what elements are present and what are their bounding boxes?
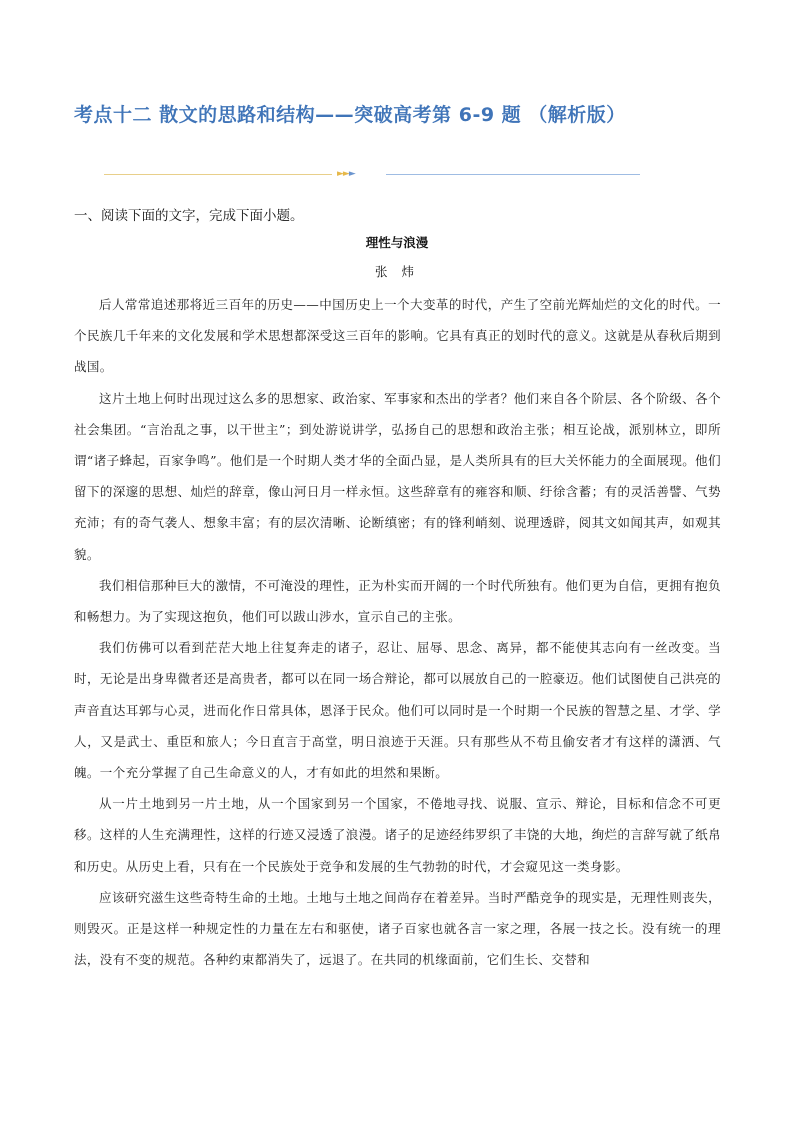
- article-title: 理性与浪漫: [365, 235, 429, 250]
- article-paragraph: 从一片土地到另一片土地，从一个国家到另一个国家，不倦地寻找、说服、宣示、辩论，目标和信念不可更移。这样的人生充满理性，这样的行迹又浸透了浪漫。诸子的足迹经纬罗织了丰饶的大地，绚烂的言辞写就了纸帛和历史。从历史上看，只有在一个民族处于竞争和发展的生气勃勃的时代，才会窥见这一类身影。: [74, 796, 721, 874]
- article-author: 张 炜: [375, 264, 419, 279]
- arrow-icon: ►: [348, 169, 355, 179]
- question-prompt: 一、阅读下面的文字，完成下面小题。: [74, 208, 304, 224]
- title-divider: [104, 167, 640, 181]
- divider-arrows-icon: [337, 167, 355, 181]
- divider-line-left: [104, 174, 332, 175]
- article-paragraph: 我们仿佛可以看到茫茫大地上往复奔走的诸子，忍让、屈辱、思念、离异，都不能使其志向有一丝改变。当时，无论是出身卑微者还是高贵者，都可以在同一场合辩论，都可以展放自己的一腔豪迈。他们试图使自己洪亮的声音直达耳郭与心灵，进而化作日常具体，恩泽于民众。他们可以同时是一个时期一个民族的智慧之星、才学、学人，又是武士、重臣和旅人；今日直言于高堂，明日浪迹于天涯。只有那些从不苟且偷安者才有这样的潇洒、气魄。一个充分掌握了自己生命意义的人，才有如此的坦然和果断。: [74, 640, 721, 781]
- article-paragraph: 我们相信那种巨大的激情，不可淹没的理性，正为朴实而开阔的一个时代所独有。他们更为自信，更拥有抱负和畅想力。为了实现这抱负，他们可以跋山涉水，宣示自己的主张。: [74, 577, 721, 625]
- article-paragraph: 后人常常追述那将近三百年的历史——中国历史上一个大变革的时代，产生了空前光辉灿烂的文化的时代。一个民族几千年来的文化发展和学术思想都深受这三百年的影响。它具有真正的划时代的意义。这就是从春秋后期到战国。: [74, 297, 721, 375]
- article-paragraph: 应该研究滋生这些奇特生命的土地。土地与土地之间尚存在着差异。当时严酷竞争的现实是，无理性则丧失，则毁灭。正是这样一种规定性的力量在左右和驱使，诸子百家也就各言一家之理，各展一技之长。没有统一的理法，没有不变的规范。各种约束都消失了，远退了。在共同的机缘面前，它们生长、交替和: [74, 889, 721, 968]
- article-paragraph: 这片土地上何时出现过这么多的思想家、政治家、军事家和杰出的学者？他们来自各个阶层、各个阶级、各个社会集团。“言治乱之事，以干世主”；到处游说讲学，弘扬自己的思想和政治主张；相互论战，派别林立，即所谓“诸子蜂起，百家争鸣”。他们是一个时期人类才华的全面凸显，是人类所具有的巨大关怀能力的全面展现。他们留下的深邃的思想、灿烂的辞章，像山河日月一样永恒。这些辞章有的雍容和顺、纡徐含蓄；有的灵活善譬、气势充沛；有的奇气袭人、想象丰富；有的层次清晰、论断缜密；有的锋利峭刻、说理透辟，阅其文如闻其声，如观其貌。: [74, 390, 721, 562]
- divider-line-right: [386, 174, 640, 175]
- document-title: 考点十二 散文的思路和结构——突破高考第 6-9 题 （解析版）: [74, 104, 626, 126]
- article-body: [74, 289, 721, 975]
- arrow-icon: ►: [337, 169, 343, 179]
- arrow-icon: ►: [342, 169, 349, 179]
